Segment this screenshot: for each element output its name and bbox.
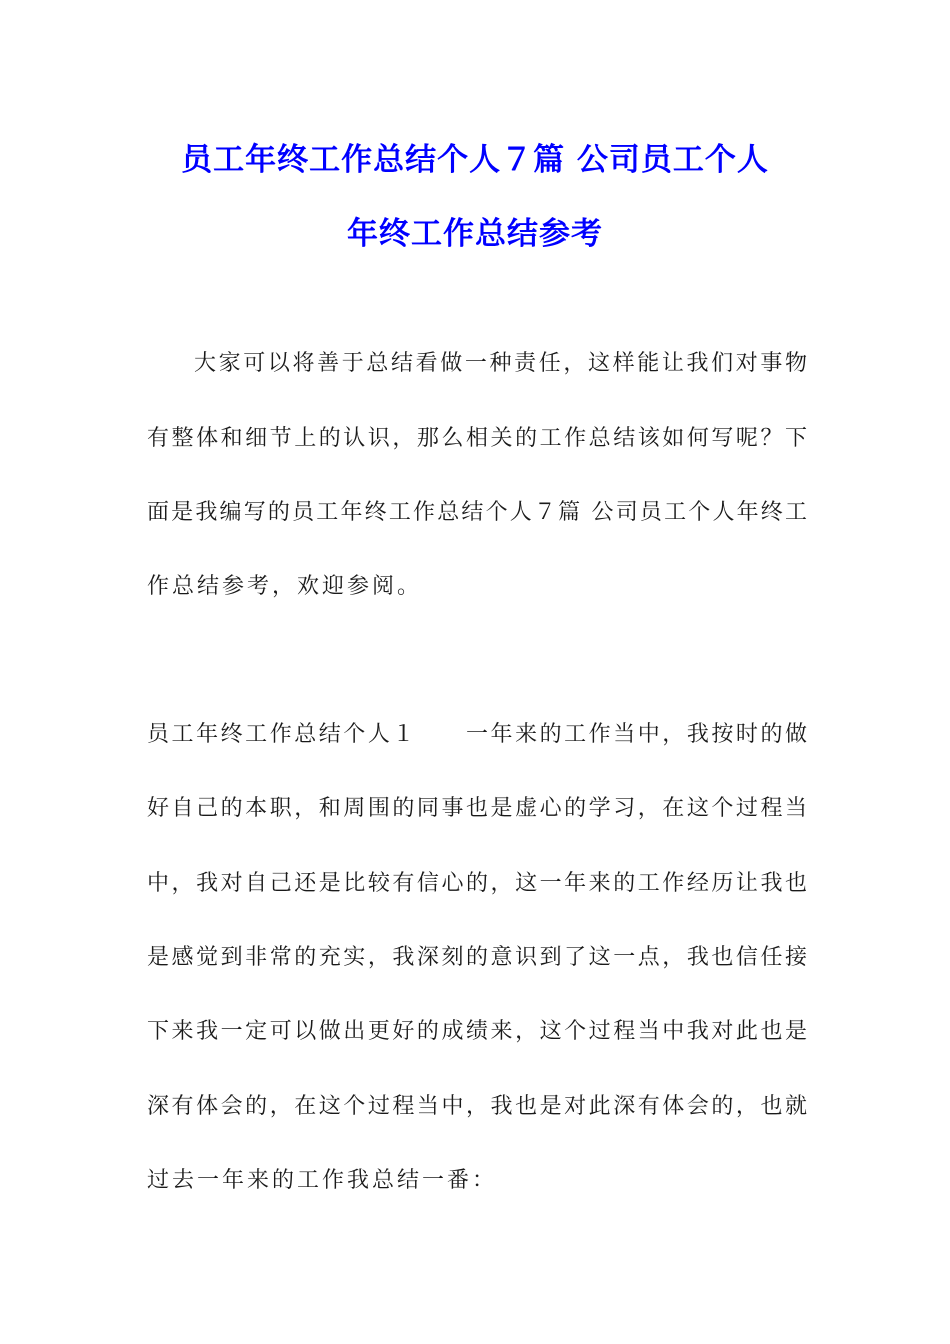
intro-paragraph-line: 有整体和细节上的认识，那么相关的工作总结该如何写呢？下	[147, 426, 807, 451]
section1-paragraph-line: 深有体会的，在这个过程当中，我也是对此深有体会的，也就	[147, 1094, 807, 1119]
section1-paragraph-line: 是感觉到非常的充实，我深刻的意识到了这一点，我也信任接	[147, 945, 807, 970]
section1-paragraph-line: 过去一年来的工作我总结一番：	[147, 1168, 498, 1193]
section1-paragraph-line: 好自己的本职，和周围的同事也是虚心的学习，在这个过程当	[147, 796, 807, 821]
section1-paragraph-line: 员工年终工作总结个人１ 一年来的工作当中，我按时的做	[147, 722, 807, 747]
document-title-line-1: 员工年终工作总结个人７篇 公司员工个人	[181, 142, 769, 178]
intro-paragraph-line: 面是我编写的员工年终工作总结个人７篇 公司员工个人年终工	[147, 500, 807, 525]
document-title-line-2: 年终工作总结参考	[347, 216, 603, 252]
section1-paragraph-line: 中，我对自己还是比较有信心的，这一年来的工作经历让我也	[147, 871, 807, 896]
section1-paragraph-line: 下来我一定可以做出更好的成绩来，这个过程当中我对此也是	[147, 1019, 807, 1044]
intro-paragraph-line: 作总结参考，欢迎参阅。	[147, 574, 423, 599]
intro-paragraph-line: 大家可以将善于总结看做一种责任，这样能让我们对事物	[194, 351, 807, 376]
